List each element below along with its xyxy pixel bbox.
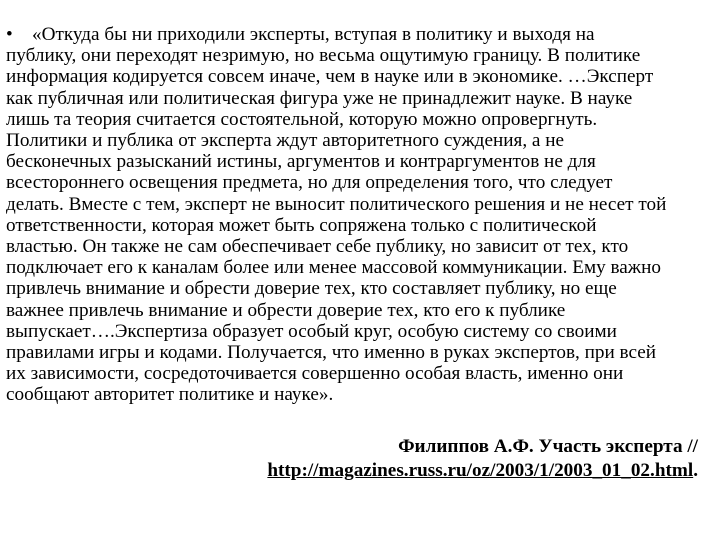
quote-line: как публичная или политическая фигура уже не принадлежит науке. В науке <box>6 87 633 109</box>
bullet-icon: • <box>6 24 13 45</box>
quote-line: выпускает….Экспертиза образует особый круг, особую систему со своими <box>6 320 617 342</box>
source-line <box>267 459 698 483</box>
quote-line: ответственности, которая может быть сопряжена только с политической <box>6 214 597 236</box>
quote-line: лишь та теория считается состоятельной, которую можно опровергнуть. <box>6 108 598 130</box>
quote-line: всестороннего освещения предмета, но для определения того, что следует <box>6 172 613 194</box>
quote-line: подключает его к каналам более или менее массовой коммуникации. Ему важно <box>6 257 661 279</box>
quote-line: привлечь внимание и обрести доверие тех, кто составляет публику, но еще <box>6 278 617 300</box>
source-link[interactable]: http://magazines.russ.ru/oz/2003/1/2003_01_02.html <box>267 460 694 481</box>
quote-line: правилами игры и кодами. Получается, что именно в руках экспертов, при всей <box>6 342 657 364</box>
attribution <box>267 435 698 483</box>
quote-line: Политики и публика от эксперта ждут авторитетного суждения, а не <box>6 130 565 152</box>
citation: Филиппов А.Ф. Участь эксперта // <box>398 436 698 457</box>
quote-line: сообщают авторитет политике и науке». <box>6 384 334 406</box>
quote-line: бесконечных разысканий истины, аргументов и контраргументов не для <box>6 151 596 173</box>
quote-line: их зависимости, сосредоточивается совершенно особая власть, именно они <box>6 363 624 385</box>
source-period: . <box>693 460 698 481</box>
quote-line: • «Откуда бы ни приходили эксперты, вступая в политику и выходя на <box>6 24 595 45</box>
quote-line: важнее привлечь внимание и обрести доверие тех, кто его к публике <box>6 299 566 321</box>
quote-line: делать. Вместе с тем, эксперт не выносит политического решения и не несет той <box>6 193 667 215</box>
quote-line: информация кодируется совсем иначе, чем в науке или в экономике. …Эксперт <box>6 66 654 88</box>
quote-text <box>6 24 696 406</box>
quote-line: публику, они переходят незримую, но весьма ощутимую границу. В политике <box>6 45 641 67</box>
quote-line: властью. Он также не сам обеспечивает себе публику, но зависит от тех, кто <box>6 236 629 258</box>
